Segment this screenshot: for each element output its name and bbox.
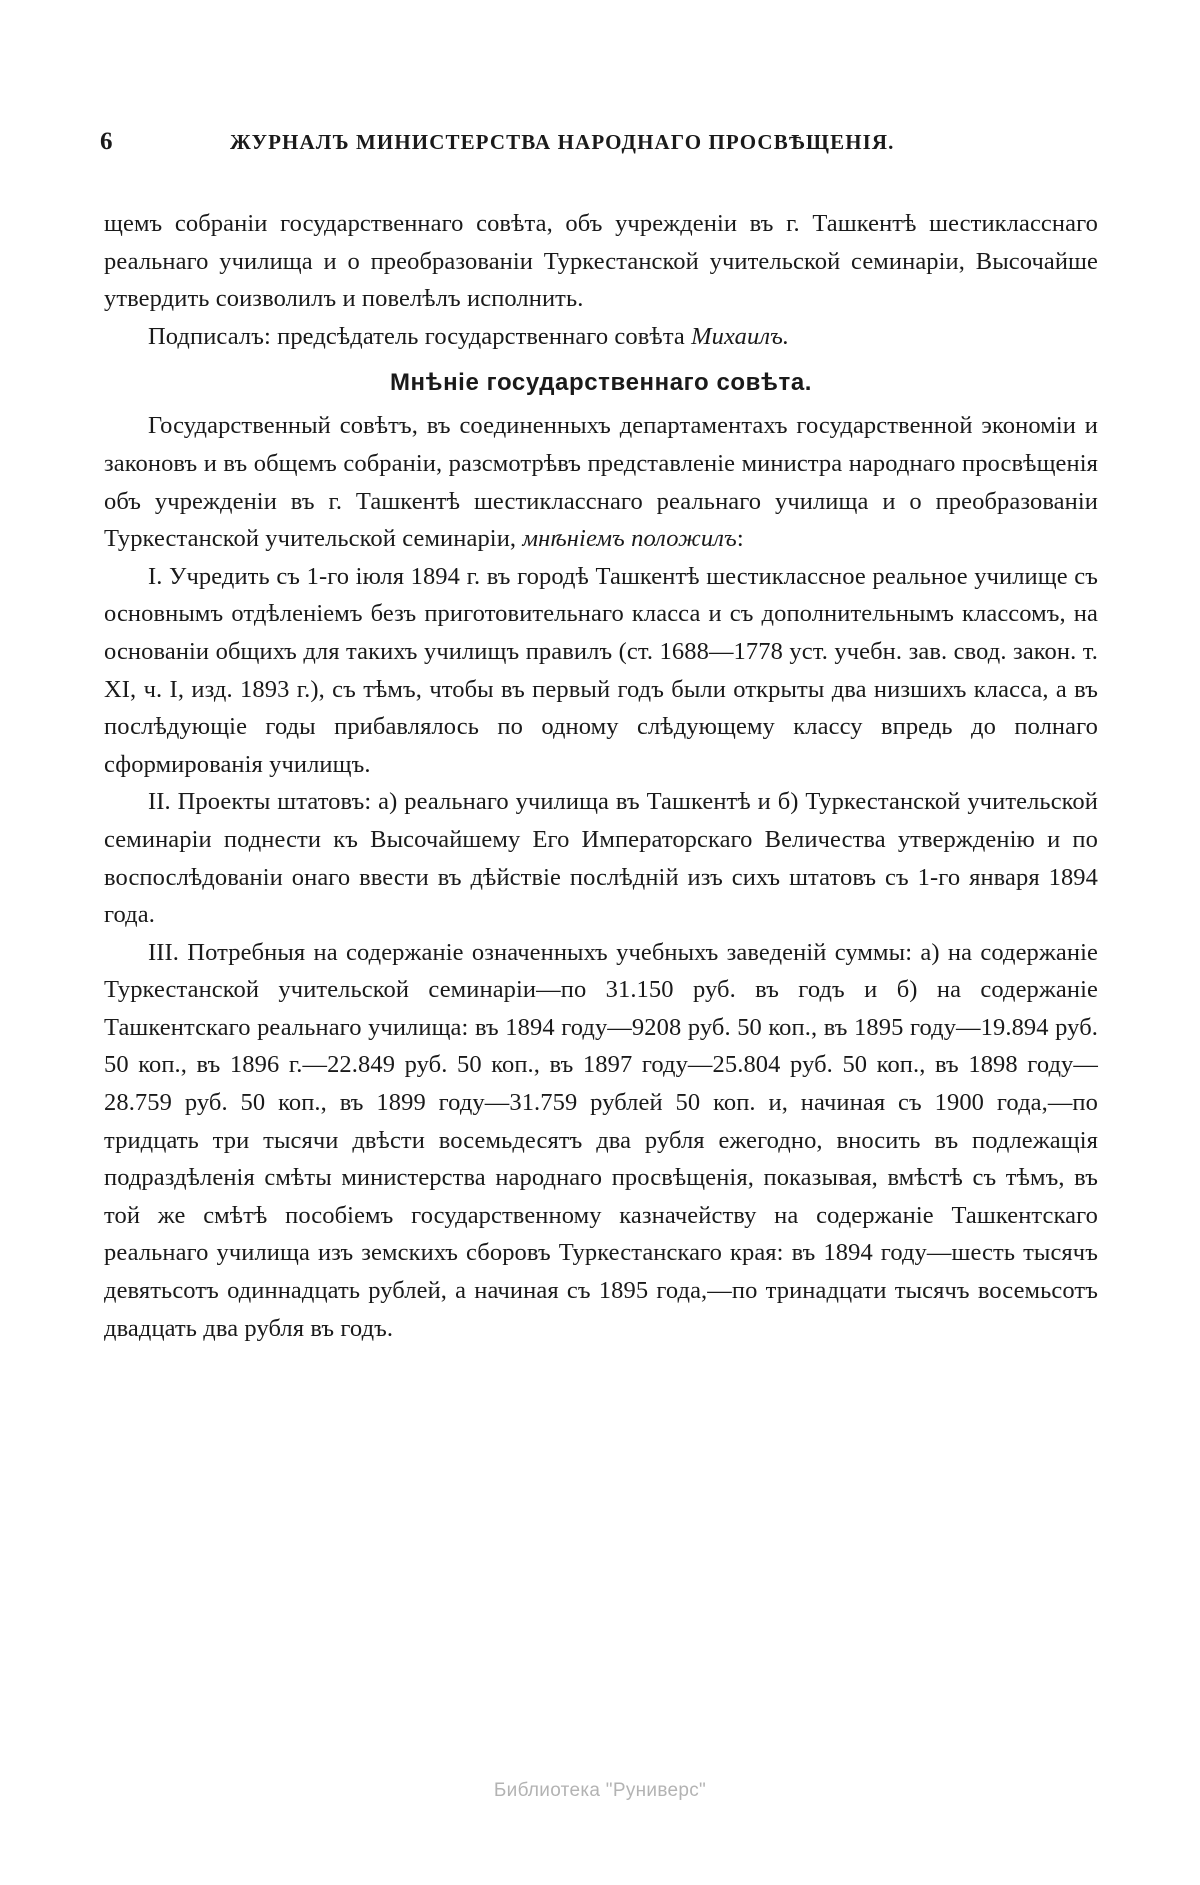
paragraph-item-2: II. Проекты штатовъ: а) реальнаго училища въ Ташкентѣ и б) Туркестанской учительской семинаріи поднести къ Высочайшему Его Императорскаго Величества утвержденію и по воспослѣдованіи онаго ввести въ дѣйствіе послѣдній изъ сихъ штатовъ съ 1-го января 1894 года.: [104, 788, 1098, 929]
running-head: ЖУРНАЛЪ МИНИСТЕРСТВА НАРОДНАГО ПРОСВѢЩЕНІЯ.: [230, 130, 895, 154]
opinion-intro-text: Государственный совѣтъ, въ соединенныхъ департаментахъ государственной экономіи и законовъ и въ общемъ собраніи, разсмотрѣвъ представленіе министра народнаго просвѣщенія объ учрежденіи въ г. Ташкентѣ шестикласснаго реальнаго училища и о преобразованіи Туркестанской учительской семинаріи,: [104, 412, 1098, 553]
page-header: [100, 128, 1100, 156]
paragraph-signature: [104, 318, 1098, 356]
paragraph-item-3: III. Потребныя на содержаніе означенныхъ учебныхъ заведеній суммы: а) на содержаніе Туркестанской учительской семинаріи—по 31.150 руб. въ годъ и б) на содержаніе Ташкентскаго реальнаго училища: въ 1894 году—9208 руб. 50 коп., въ 1895 году—19.894 руб. 50 коп., въ 1896 г.—22.849 руб. 50 коп., въ 1897 году—25.804 руб. 50 коп., въ 1898 году—28.759 руб. 50 коп., въ 1899 году—31.759 рублей 50 коп. и, начиная съ 1900 года,—по тридцать три тысячи двѣсти восемьдесятъ два рубля ежегодно, вносить въ подлежащія подраздѣленія смѣты министерства народнаго просвѣщенія, показывая, вмѣстѣ съ тѣмъ, въ той же смѣтѣ пособіемъ государственному казначейству на содержаніе Ташкентскаго реальнаго училища изъ земскихъ сборовъ Туркестанскаго края: въ 1894 году—шесть тысячъ девятьсотъ одиннадцать рублей, а начиная съ 1895 года,—по тринадцати тысячъ восемьсотъ двадцать два рубля въ годъ.: [104, 938, 1098, 1342]
paragraph-item-1: I. Учредить съ 1-го іюля 1894 г. въ городѣ Ташкентѣ шестиклассное реальное училище съ основнымъ отдѣленіемъ безъ приготовительнаго класса и съ дополнительнымъ классомъ, на основаніи общихъ для такихъ училищъ правилъ (ст. 1688—1778 уст. учебн. зав. свод. закон. т. XI, ч. I, изд. 1893 г.), съ тѣмъ, чтобы въ первый годъ были открыты два низшихъ класса, а въ послѣдующіе годы прибавлялось по одному слѣдующему классу впредь до полнаго сформированія училищъ.: [104, 562, 1098, 778]
section-heading: Мнѣніе государственнаго совѣта.: [389, 369, 813, 397]
signature-name: Михаилъ.: [691, 322, 790, 350]
paragraph-continuation: щемъ собраніи государственнаго совѣта, объ учрежденіи въ г. Ташкентѣ шестикласснаго реальнаго училища и о преобразованіи Туркестанской учительской семинаріи, Высочайше утвердить соизволилъ и повелѣлъ исполнить.: [104, 210, 1098, 313]
body-text-column: [104, 205, 1098, 1347]
page-number: 6: [100, 128, 113, 155]
opinion-intro-tail: :: [736, 525, 744, 553]
signature-lead: Подписалъ: предсѣдатель государственнаго совѣта: [148, 322, 692, 350]
opinion-intro-italic: мнѣніемъ положилъ: [522, 525, 737, 553]
paragraph-opinion-intro: [104, 407, 1098, 557]
library-watermark: Библиотека "Руниверс": [493, 1780, 707, 1801]
